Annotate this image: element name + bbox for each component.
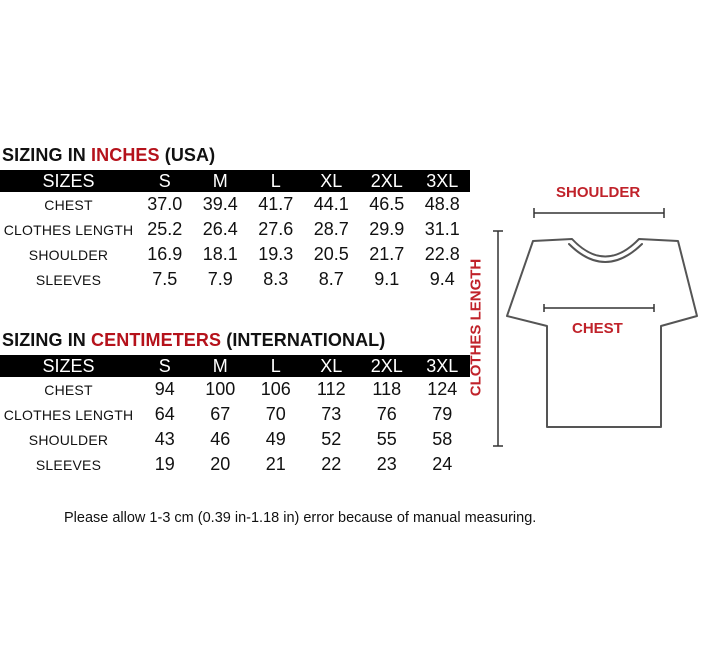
row-label-shoulder: SHOULDER bbox=[28, 246, 109, 263]
table-cell: 20.5 bbox=[313, 244, 349, 264]
table-cell: 18.1 bbox=[202, 244, 238, 264]
clothes-length-label: CLOTHES LENGTH bbox=[467, 258, 485, 397]
table-cell: 67 bbox=[210, 404, 231, 424]
table-cell: 23 bbox=[376, 454, 397, 474]
table-cell: 19.3 bbox=[258, 244, 294, 264]
table-row bbox=[0, 217, 470, 242]
table-cell: 29.9 bbox=[369, 219, 405, 239]
header-size-m: M bbox=[193, 170, 249, 192]
table-cell: 8.3 bbox=[263, 269, 289, 289]
table-cell: 73 bbox=[321, 404, 342, 424]
table-cell: 8.7 bbox=[318, 269, 344, 289]
table-cell: 124 bbox=[427, 379, 458, 399]
table-cell: 94 bbox=[154, 379, 175, 399]
table-row bbox=[0, 242, 470, 267]
table-cell: 39.4 bbox=[202, 194, 238, 214]
header-size-xl: XL bbox=[304, 170, 360, 192]
shoulder-measure-line bbox=[534, 208, 664, 218]
length-measure-line bbox=[493, 231, 503, 446]
table-row bbox=[0, 192, 470, 217]
inches-section-title: SIZING IN INCHES (USA) bbox=[2, 145, 216, 165]
row-label-shoulder: SHOULDER bbox=[28, 431, 109, 448]
table-cell: 112 bbox=[316, 379, 346, 399]
table-cell: 43 bbox=[154, 429, 175, 449]
row-label-sleeves: SLEEVES bbox=[35, 456, 102, 473]
table-cell: 46 bbox=[210, 429, 231, 449]
table-cell: 9.1 bbox=[374, 269, 400, 289]
chest-label: CHEST bbox=[572, 320, 623, 337]
table-cell: 76 bbox=[376, 404, 397, 424]
table-cell: 41.7 bbox=[258, 194, 294, 214]
table-cell: 52 bbox=[321, 429, 342, 449]
table-cell: 7.9 bbox=[207, 269, 233, 289]
header-size-m: M bbox=[193, 355, 249, 377]
table-cell: 118 bbox=[372, 379, 402, 399]
table-cell: 70 bbox=[265, 404, 286, 424]
table-cell: 55 bbox=[376, 429, 397, 449]
centimeters-section-title: SIZING IN CENTIMETERS (INTERNATIONAL) bbox=[2, 330, 386, 350]
table-row bbox=[0, 427, 470, 452]
table-cell: 16.9 bbox=[147, 244, 183, 264]
table-cell: 21 bbox=[265, 454, 286, 474]
table-cell: 106 bbox=[260, 379, 291, 399]
table-cell: 22 bbox=[321, 454, 342, 474]
header-size-l: L bbox=[248, 355, 304, 377]
chest-measure-line bbox=[544, 304, 654, 312]
table-cell: 100 bbox=[205, 379, 236, 399]
table-row bbox=[0, 267, 470, 292]
table-cell: 58 bbox=[432, 429, 453, 449]
tshirt-diagram bbox=[466, 176, 703, 456]
table-cell: 37.0 bbox=[147, 194, 183, 214]
header-size-3xl: 3XL bbox=[415, 355, 471, 377]
header-size-2xl: 2XL bbox=[359, 170, 415, 192]
table-row bbox=[0, 402, 470, 427]
table-cell: 31.1 bbox=[424, 219, 460, 239]
centimeters-size-table bbox=[0, 355, 470, 477]
table-cell: 44.1 bbox=[313, 194, 349, 214]
row-label-clothes-length: CLOTHES LENGTH bbox=[3, 406, 134, 423]
table-cell: 46.5 bbox=[369, 194, 405, 214]
table-cell: 7.5 bbox=[152, 269, 178, 289]
row-label-chest: CHEST bbox=[44, 381, 93, 398]
table-cell: 26.4 bbox=[202, 219, 238, 239]
measurement-note: Please allow 1-3 cm (0.39 in-1.18 in) error because of manual measuring. bbox=[64, 510, 537, 526]
table-cell: 25.2 bbox=[147, 219, 183, 239]
shoulder-label: SHOULDER bbox=[556, 184, 641, 201]
header-size-3xl: 3XL bbox=[415, 170, 471, 192]
table-cell: 48.8 bbox=[424, 194, 460, 214]
tshirt-icon bbox=[466, 176, 703, 456]
header-size-l: L bbox=[248, 170, 304, 192]
table-cell: 27.6 bbox=[258, 219, 294, 239]
table-row bbox=[0, 452, 470, 477]
table-cell: 64 bbox=[154, 404, 175, 424]
header-size-2xl: 2XL bbox=[359, 355, 415, 377]
table-cell: 9.4 bbox=[429, 269, 455, 289]
table-cell: 22.8 bbox=[424, 244, 460, 264]
row-label-clothes-length: CLOTHES LENGTH bbox=[3, 221, 134, 238]
table-cell: 20 bbox=[210, 454, 231, 474]
header-size-s: S bbox=[137, 170, 193, 192]
row-label-chest: CHEST bbox=[44, 196, 93, 213]
table-cell: 19 bbox=[154, 454, 175, 474]
header-sizes: SIZES bbox=[0, 355, 137, 377]
table-cell: 28.7 bbox=[313, 219, 349, 239]
table-cell: 79 bbox=[432, 404, 453, 424]
table-row bbox=[0, 377, 470, 402]
header-size-s: S bbox=[137, 355, 193, 377]
table-cell: 24 bbox=[432, 454, 453, 474]
table-cell: 21.7 bbox=[369, 244, 405, 264]
inches-size-table bbox=[0, 170, 470, 292]
table-header-row bbox=[0, 170, 470, 192]
row-label-sleeves: SLEEVES bbox=[35, 271, 102, 288]
header-size-xl: XL bbox=[304, 355, 360, 377]
table-header-row bbox=[0, 355, 470, 377]
table-cell: 49 bbox=[265, 429, 286, 449]
header-sizes: SIZES bbox=[0, 170, 137, 192]
